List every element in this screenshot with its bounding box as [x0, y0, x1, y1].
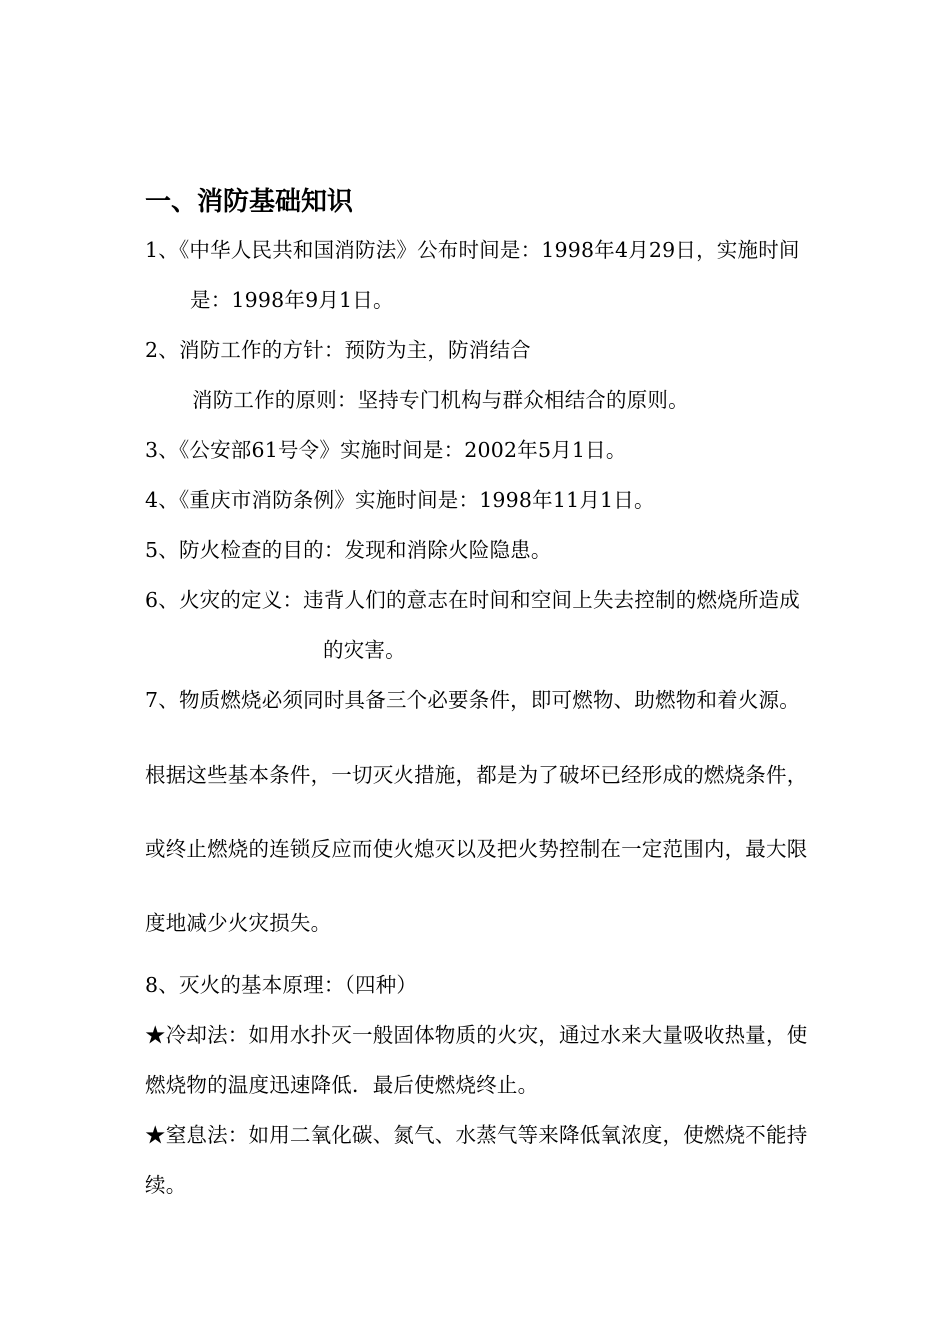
text-line: 8、灭火的基本原理：（四种）	[145, 973, 418, 997]
text-line: 是：1998年9月1日。	[190, 288, 394, 312]
text-line: 1、《中华人民共和国消防法》公布时间是：1998年4月29日，实施时间	[145, 238, 800, 262]
text-line: 或终止燃烧的连锁反应而使火熄灭以及把火势控制在一定范围内，最大限	[145, 837, 808, 861]
text-line: 6、火灾的定义：违背人们的意志在时间和空间上失去控制的燃烧所造成	[145, 588, 800, 612]
text-line: 续。	[145, 1173, 187, 1197]
text-line: 5、防火检查的目的：发现和消除火险隐患。	[145, 538, 552, 562]
text-line: 3、《公安部61号令》实施时间是：2002年5月1日。	[145, 438, 627, 462]
text-line: 消防工作的原则：坚持专门机构与群众相结合的原则。	[192, 388, 689, 412]
section-heading: 一、消防基础知识	[145, 187, 354, 217]
text-line: 燃烧物的温度迅速降低．最后使燃烧终止。	[145, 1073, 539, 1097]
text-line: 7、物质燃烧必须同时具备三个必要条件，即可燃物、助燃物和着火源。	[145, 688, 800, 712]
text-line: 4、《重庆市消防条例》实施时间是：1998年11月1日。	[145, 488, 655, 512]
text-line: ★冷却法：如用水扑灭一般固体物质的火灾，通过水来大量吸收热量，使	[145, 1023, 808, 1047]
text-line: 根据这些基本条件，一切灭火措施，都是为了破坏已经形成的燃烧条件，	[145, 763, 808, 787]
text-line: 的灾害。	[323, 638, 406, 662]
text-line: 度地减少火灾损失。	[145, 911, 332, 935]
text-line: ★窒息法：如用二氧化碳、氮气、水蒸气等来降低氧浓度，使燃烧不能持	[145, 1123, 808, 1147]
text-line: 2、消防工作的方针：预防为主，防消结合	[145, 338, 531, 362]
